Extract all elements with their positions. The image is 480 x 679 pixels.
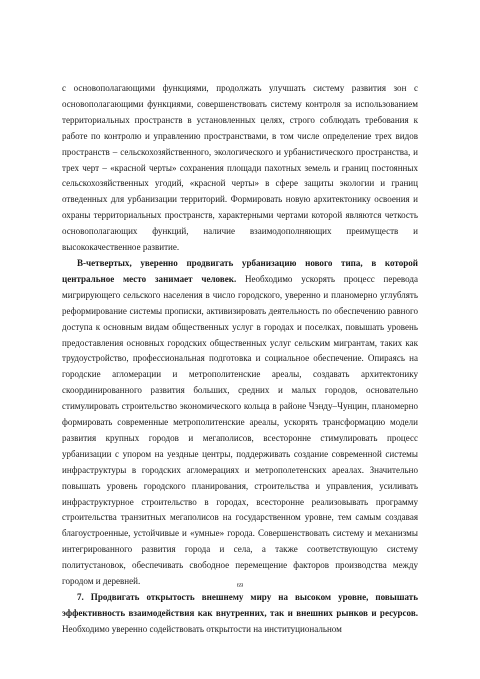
paragraph-3-bold-lead: 7. Продвигать открытость внешнему миру на высоком уровне, повышать эффективность взаимодействия как внутренних, так и внешних рынков и ресурсов. bbox=[62, 592, 418, 618]
paragraph-2 bbox=[62, 256, 418, 590]
body-text bbox=[62, 81, 418, 638]
paragraph-1 bbox=[62, 81, 418, 256]
paragraph-3 bbox=[62, 590, 418, 638]
paragraph-3-text: Необходимо уверенно содействовать открытости на институциональном bbox=[62, 623, 342, 634]
paragraph-2-text: Необходимо ускорять процесс перевода мигрирующего сельского населения в число городского, уверенно и планомерно углублять реформирование системы прописки, активизировать деятельность по обеспечению равного доступа к основным видам общественных услуг в городах и поселках, повышать уровень предоставления основных городских общественных услуг сельским мигрантам, таких как трудоустройство, профессиональная подготовка и социальное обеспечение. Опираясь на городские агломерации и метрополитенские ареалы, создавать архитектонику скоординированного развития больших, средних и малых городов, основательно стимулировать строительство экономического кольца в районе Чэнду–Чунцин, планомерно формировать современные метрополитенские ареалы, ускорять трансформацию модели развития крупных городов и мегаполисов, всесторонне стимулировать процесс урбанизации с упором на уездные центры, поддерживать создание современной системы инфраструктуры в городских агломерациях и метрополетенских ареалах. Значительно повышать уровень городского планирования, строительства и управления, усиливать инфраструктурное строительство в городах, всесторонне реализовывать программу строительства транзитных мегаполисов на государственном уровне, тем самым создавая благоустроенные, устойчивые и «умные» города. Совершенствовать систему и механизмы интегрированного развития города и села, а также соответствующую систему политустановок, обеспечивать свободное перемещение факторов производства между городом и деревней. bbox=[62, 273, 418, 587]
paragraph-2-bold-lead: В-четвертых, уверенно продвигать урбанизацию нового типа, в которой центральное место занимает человек. bbox=[62, 257, 418, 284]
paragraph-1-text: с основополагающими функциями, продолжать улучшать систему развития зон с основополагающими функциями, совершенствовать систему контроля за использованием территориальных пространств в установленных целях, строго соблюдать требования к работе по контролю и управлению пространствами, в том числе определение трех видов пространств – сельскохозяйственного, экологического и урбанистического пространства, и трех черт – «красной черты» сохранения площади пахотных земель и границ постоянных сельскохозяйственных угодий, «красной черты» в сфере защиты экологии и границ отведенных для урбанизации территорий. Формировать новую архитектонику освоения и охраны территориальных пространств, характерными чертами которой являются четкость основополагающих функций, наличие взаимодополняющих преимуществ и высококачественное развитие. bbox=[62, 83, 418, 253]
page-number: 69 bbox=[236, 582, 244, 589]
